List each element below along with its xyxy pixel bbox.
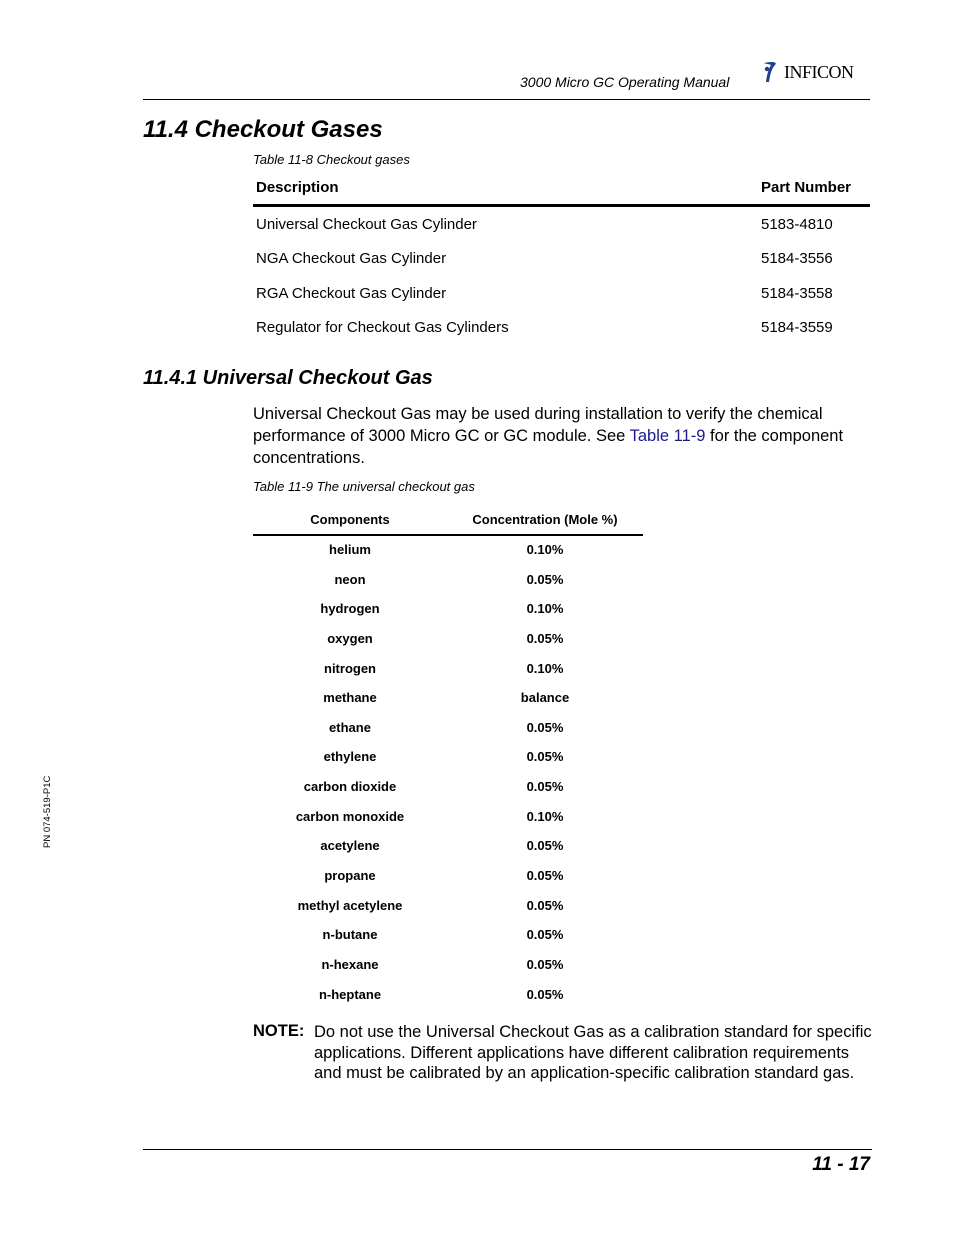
concentration-cell: 0.10% [526,542,564,557]
table-11-8-caption: Table 11-8 Checkout gases [253,152,410,167]
paragraph-text: for the component concentrations. [253,427,844,467]
component-cell: acetylene [320,838,380,854]
table-row [253,241,870,275]
table-row [253,536,643,566]
component-cell: n-butane [322,927,378,943]
table-row [253,981,643,1011]
table-row [253,832,643,862]
note-text: Do not use the Universal Checkout Gas as a calibration standard for specific applications. Different applications have different calibration requirements and must be calibrated by an application-specific calibration standard gas. [314,1023,872,1082]
table-row [253,921,643,951]
table-body [253,536,643,1010]
note-label: NOTE: [253,1022,305,1040]
concentration-cell: 0.10% [526,808,564,824]
table-header [253,509,643,536]
table-row [253,207,870,241]
table-row [253,803,643,833]
manual-title: 3000 Micro GC Operating Manual [520,74,730,90]
page-number: 11 - 17 [812,1154,870,1175]
component-cell: hydrogen [320,601,380,617]
description-cell: Regulator for Checkout Gas Cylinders [256,318,509,336]
component-cell: nitrogen [324,660,376,676]
component-cell: oxygen [327,630,373,646]
component-cell: methyl acetylene [297,897,403,913]
paragraph-text: Universal Checkout Gas may be used during installation to verify the chemical performance of 3000 Micro GC or GC module. See [253,405,823,445]
component-cell: methane [323,690,377,706]
component-cell: carbon dioxide [303,779,397,795]
component-cell: propane [324,868,376,884]
table-row [253,862,643,892]
component-cell: n-heptane [318,986,382,1002]
table-body [253,207,870,344]
table-row [253,684,643,714]
column-header-concentration: Concentration (Mole %) [472,512,618,527]
part-number-cell: 5184-3559 [761,318,833,336]
table-row [253,625,643,655]
column-header-part-number: Part Number [761,179,852,196]
component-cell: carbon monoxide [295,808,405,824]
part-number-cell: 5183-4810 [761,216,833,233]
concentration-cell: 0.05% [526,868,564,884]
concentration-cell: 0.05% [526,927,564,943]
universal-checkout-gas-table [253,509,643,1010]
footer-rule [143,1149,872,1150]
header-rule [143,99,870,100]
component-cell: ethane [329,719,371,735]
concentration-cell: 0.05% [526,956,564,972]
table-row [253,773,643,803]
component-cell: neon [334,571,366,587]
description-cell: Universal Checkout Gas Cylinder [256,216,477,233]
description-cell: NGA Checkout Gas Cylinder [256,250,447,268]
table-row [253,310,870,344]
concentration-cell: 0.05% [526,838,564,854]
concentration-cell: 0.10% [526,601,564,617]
description-cell: RGA Checkout Gas Cylinder [256,284,447,302]
concentration-cell: 0.05% [526,986,564,1002]
table-row [253,951,643,981]
component-cell: helium [329,542,371,557]
column-header-description: Description [256,179,339,196]
table-row [253,892,643,922]
concentration-cell: 0.05% [526,630,564,646]
part-number-label: PN 074-519-P1C [42,775,53,848]
column-header-components: Components [310,512,390,527]
concentration-cell: 0.10% [526,660,564,676]
table-header [253,178,870,207]
part-number-cell: 5184-3558 [761,284,833,302]
concentration-cell: 0.05% [526,897,564,913]
concentration-cell: balance [520,690,570,706]
table-11-9-link[interactable]: Table 11-9 [629,427,706,445]
component-cell: n-hexane [321,956,379,972]
concentration-cell: 0.05% [526,719,564,735]
table-row [253,655,643,685]
table-row [253,743,643,773]
table-row [253,566,643,596]
logo-text: INFICON [784,61,854,82]
part-number-cell: 5184-3556 [761,250,833,268]
table-row [253,714,643,744]
concentration-cell: 0.05% [526,749,564,765]
checkout-gases-table [253,178,870,344]
subsection-heading: 11.4.1 Universal Checkout Gas [143,367,433,389]
concentration-cell: 0.05% [526,571,564,587]
concentration-cell: 0.05% [526,779,564,795]
inficon-logo-icon [760,60,782,84]
table-11-9-caption: Table 11-9 The universal checkout gas [253,479,475,494]
intro-paragraph [253,403,873,469]
inficon-logo [760,60,872,84]
table-row [253,595,643,625]
table-row [253,276,870,310]
section-heading: 11.4 Checkout Gases [143,116,383,143]
component-cell: ethylene [323,749,377,765]
